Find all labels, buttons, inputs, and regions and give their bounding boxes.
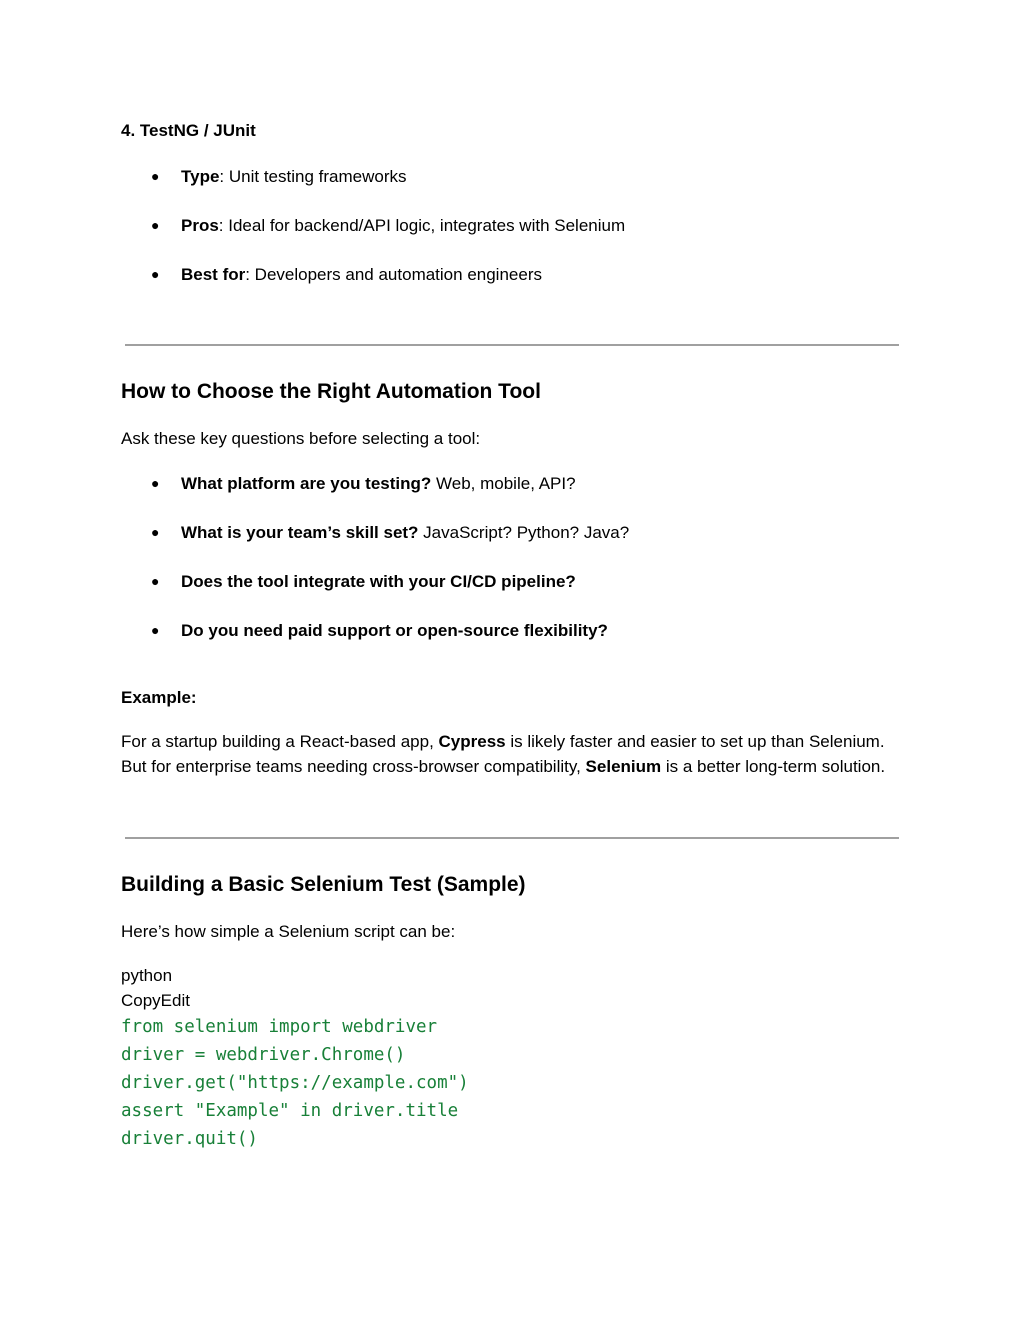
bullet-dot-icon: ● <box>151 266 160 282</box>
question-skill-set <box>151 521 629 544</box>
code-line: driver.get("https://example.com") <box>121 1073 469 1093</box>
question-support <box>151 619 608 642</box>
bullet-text: : Ideal for backend/API logic, integrates with Selenium <box>218 216 626 235</box>
example-text: is likely faster and easier to set up than Selenium. But for enterprise teams needing cross-browser compatibility, <box>121 732 885 776</box>
question-ci-cd <box>151 570 576 593</box>
question-platform <box>151 472 576 495</box>
horizontal-divider <box>125 344 899 346</box>
bullet-dot-icon: ● <box>151 622 160 638</box>
choose-intro: Ask these key questions before selecting a tool: <box>121 429 481 448</box>
code-line: driver = webdriver.Chrome() <box>121 1045 406 1065</box>
question-bold: Do you need paid support or open-source flexibility? <box>181 621 608 640</box>
example-label: Example: <box>121 688 197 707</box>
example-paragraph <box>121 730 911 779</box>
bullet-dot-icon: ● <box>151 524 160 540</box>
example-bold-selenium: Selenium <box>585 756 662 776</box>
example-text: is a better long-term solution. <box>661 756 886 776</box>
bullet-label: Type <box>181 167 220 186</box>
bullet-dot-icon: ● <box>151 217 160 233</box>
bullet-dot-icon: ● <box>151 475 160 491</box>
question-bold: What platform are you testing? <box>181 474 432 493</box>
bullet-dot-icon: ● <box>151 573 160 589</box>
bullet-text: : Developers and automation engineers <box>245 265 542 284</box>
bullet-text: : Unit testing frameworks <box>219 167 407 186</box>
horizontal-divider <box>125 837 899 839</box>
code-line: assert "Example" in driver.title <box>121 1101 459 1121</box>
code-line: from selenium import webdriver <box>121 1017 438 1037</box>
section-title-testng-junit: 4. TestNG / JUnit <box>121 121 256 140</box>
question-text: Web, mobile, API? <box>431 474 576 493</box>
bullet-pros <box>151 214 625 237</box>
heading-building-test: Building a Basic Selenium Test (Sample) <box>121 873 526 896</box>
bullet-type <box>151 165 406 188</box>
question-text: JavaScript? Python? Java? <box>418 523 630 542</box>
bullet-best-for <box>151 263 542 286</box>
bullet-dot-icon: ● <box>151 168 160 184</box>
bullet-label: Pros <box>181 216 219 235</box>
heading-choose-tool: How to Choose the Right Automation Tool <box>121 380 541 403</box>
example-bold-cypress: Cypress <box>438 732 506 751</box>
copy-edit-button[interactable]: CopyEdit <box>121 991 190 1010</box>
question-bold: What is your team’s skill set? <box>181 523 419 542</box>
bullet-label: Best for <box>181 265 246 284</box>
example-text: For a startup building a React-based app, <box>121 732 439 751</box>
question-bold: Does the tool integrate with your CI/CD pipeline? <box>181 572 576 591</box>
building-intro: Here’s how simple a Selenium script can be: <box>121 922 456 941</box>
code-line: driver.quit() <box>121 1129 258 1149</box>
code-language-label: python <box>121 966 173 985</box>
